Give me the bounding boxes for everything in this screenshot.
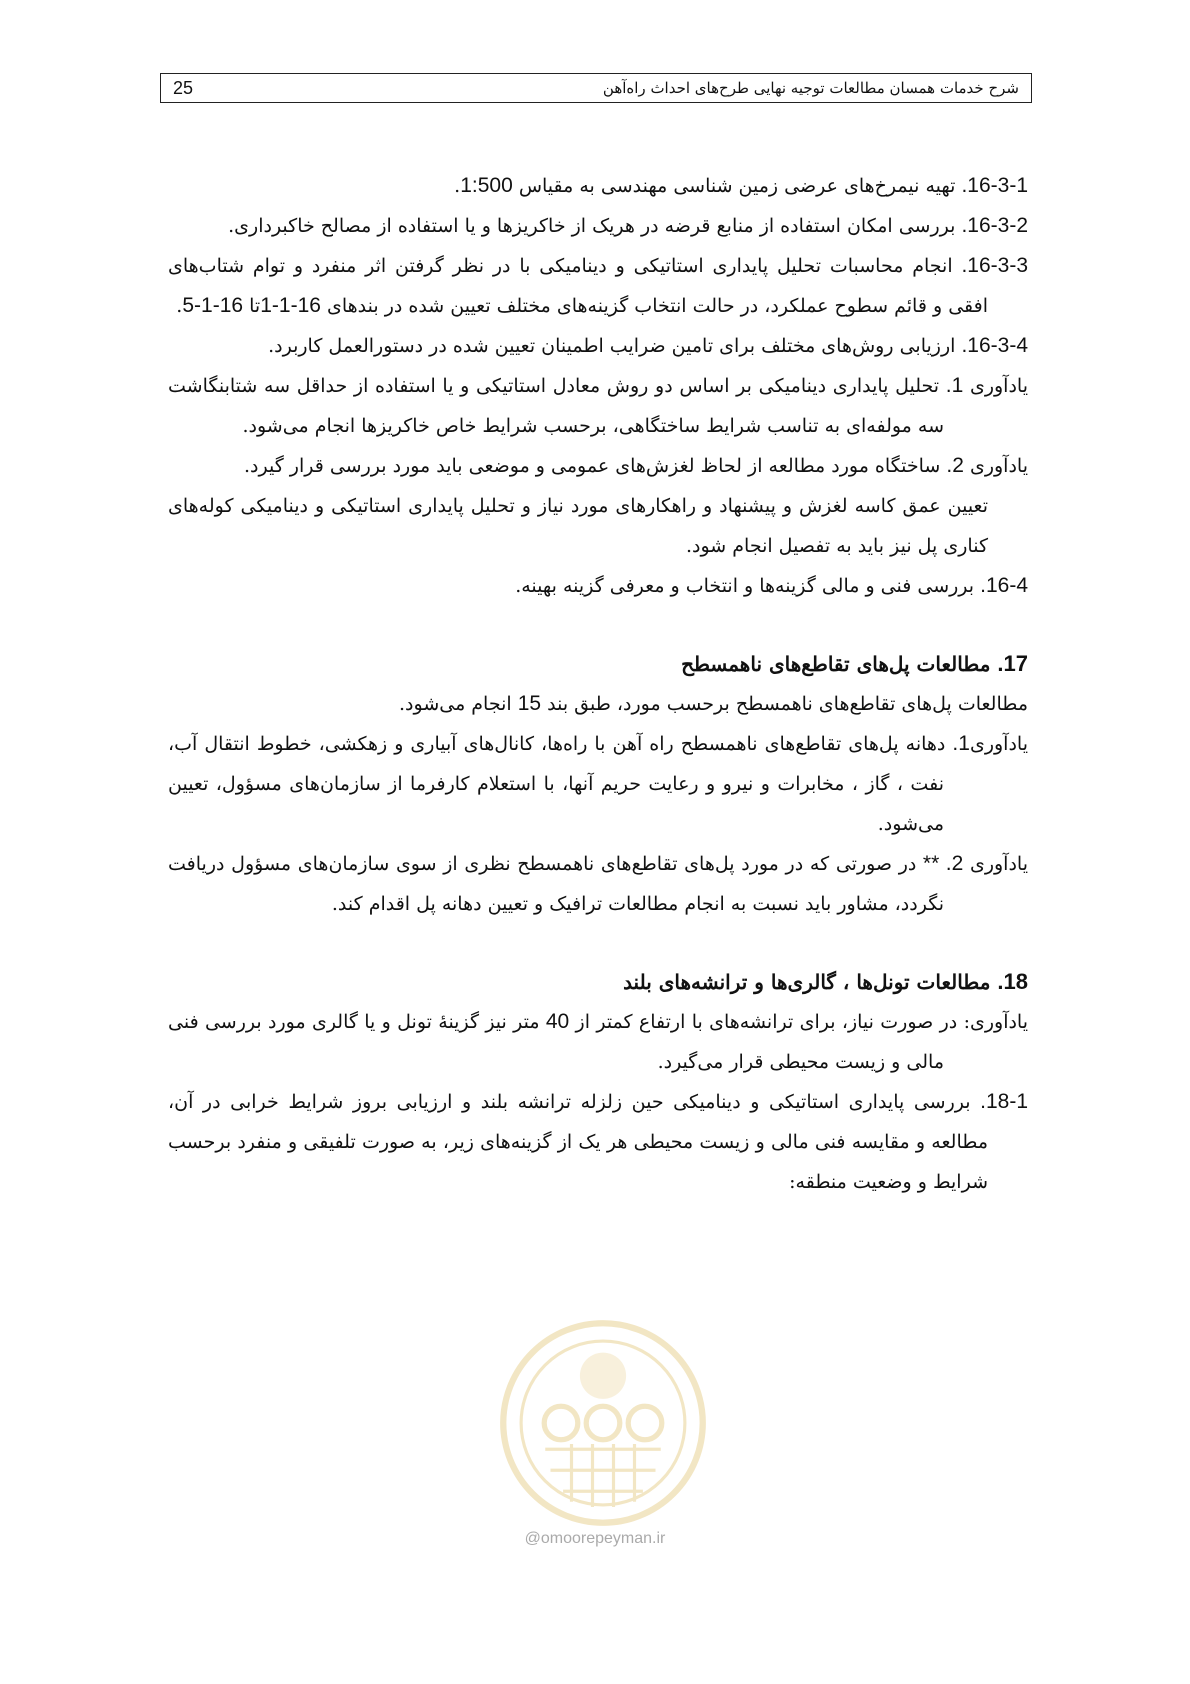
note-number: 2. — [946, 454, 964, 477]
note-18 — [168, 1002, 1028, 1082]
note-text: در صورتی که در مورد پل‌های تقاطع‌های ناهمسطح نظری از سوی سازمان‌های مسؤول دریافت نگردد، مشاور باید نسبت به انجام مطالعات ترافیک و تعیین دهانه پل اقدام کند. — [168, 853, 944, 915]
seal-logo-icon — [498, 1318, 708, 1528]
item-text: بررسی فنی و مالی گزینه‌ها و انتخاب و معرفی گزینه بهینه. — [515, 575, 981, 597]
note-16-2 — [168, 446, 1028, 486]
note-16-1 — [168, 366, 1028, 446]
item-16-3-4 — [168, 326, 1028, 366]
paragraph-text-end: انجام می‌شود. — [399, 693, 518, 715]
ref-end: 16-1-5 — [182, 294, 244, 317]
note-text: ساختگاه مورد مطالعه از لحاظ لغزش‌های عمومی و موضعی باید مورد بررسی قرار گیرد. — [243, 455, 947, 477]
note-stars: ** — [916, 852, 946, 875]
note-label: یادآوری — [963, 853, 1028, 875]
item-text: ارزیابی روش‌های مختلف برای تامین ضرایب اطمینان تعیین شده در دستورالعمل کاربرد. — [268, 335, 962, 357]
item-text: انجام محاسبات تحلیل پایداری استاتیکی و دینامیکی با در نظر گرفتن اثر منفرد و توام شتاب‌های افقی و قائم سطوح عملکرد، در حالت انتخاب گزینه‌های مختلف تعیین شده در بندهای — [168, 255, 988, 317]
note-number: 1. — [945, 374, 964, 397]
scale-value: 1:500 — [460, 174, 513, 197]
document-body — [168, 166, 1028, 1202]
item-18-1 — [168, 1082, 1028, 1202]
clause-ref: 15 — [517, 692, 542, 715]
section-17-paragraph — [168, 684, 1028, 724]
section-number: 18. — [997, 969, 1028, 994]
height-value: 40 — [545, 1010, 570, 1033]
note-label: یادآوری — [963, 375, 1028, 397]
note-number: 2. — [945, 852, 964, 875]
item-16-3-3 — [168, 246, 1028, 326]
section-title: مطالعات تونل‌ها ، گالری‌ها و ترانشه‌های بلند — [623, 970, 998, 994]
note-text-end: متر نیز گزینهٔ تونل و یا گالری مورد بررسی فنی مالی و زیست محیطی قرار می‌گیرد. — [168, 1011, 944, 1073]
section-18-heading — [168, 962, 1028, 1002]
item-number: 16-3-1. — [961, 174, 1028, 197]
item-number: 16-3-2. — [961, 214, 1028, 237]
item-text: بررسی امکان استفاده از منابع قرضه در هریک از خاکریزها و یا استفاده از مصالح خاکبرداری. — [228, 215, 962, 237]
item-number: 16-3-3. — [961, 254, 1028, 277]
note-label: یادآوری — [969, 733, 1028, 755]
header-title: شرح خدمات همسان مطالعات توجیه نهایی طرح‌های احداث راه‌آهن — [602, 79, 1019, 97]
item-end: . — [454, 175, 461, 197]
item-16-3-1 — [168, 166, 1028, 206]
ref-start: 16-1-1 — [260, 294, 321, 317]
note-label: یادآوری — [963, 455, 1028, 477]
note-text: دهانه پل‌های تقاطع‌های ناهمسطح راه آهن با راه‌ها، کانال‌های آبیاری و زهکشی، خطوط انتقال آب، نفت ، گاز ، مخابرات و نیرو و رعایت حریم آنها، با استعلام کارفرما از سازمان‌های مسؤول، تعیین می‌شود. — [168, 733, 953, 835]
paragraph-text: مطالعات پل‌های تقاطع‌های ناهمسطح برحسب مورد، طبق بند — [541, 693, 1028, 715]
section-title: مطالعات پل‌های تقاطع‌های ناهمسطح — [681, 652, 998, 676]
item-16-4 — [168, 566, 1028, 606]
note-text: یادآوری: در صورت نیاز، برای ترانشه‌های با ارتفاع کمتر از — [569, 1011, 1029, 1033]
note-number: 1. — [952, 732, 970, 755]
section-number: 17. — [997, 651, 1028, 676]
note-17-1 — [168, 724, 1028, 844]
item-text: تهیه نیمرخ‌های عرضی زمین شناسی مهندسی به مقیاس — [512, 175, 962, 197]
note-text: تحلیل پایداری دینامیکی بر اساس دو روش معادل استاتیکی و یا استفاده از حداقل سه شتابنگاشت سه مولفه‌ای به تناسب شرایط ساختگاهی، برحسب شرایط خاص خاکریزها انجام می‌شود. — [168, 375, 946, 437]
ref-to: تا — [243, 295, 261, 317]
item-number: 18-1. — [980, 1090, 1028, 1113]
page-header — [160, 73, 1032, 103]
item-number: 16-3-4. — [961, 334, 1028, 357]
item-end: . — [176, 295, 183, 317]
page-number: 25 — [173, 77, 194, 98]
note-17-2 — [168, 844, 1028, 924]
item-number: 16-4. — [980, 574, 1028, 597]
section-17-heading — [168, 644, 1028, 684]
note-16-2-continued: تعیین عمق کاسه لغزش و پیشنهاد و راهکارهای مورد نیاز و تحلیل پایداری استاتیکی و دینامیکی کوله‌های کناری پل نیز باید به تفصیل انجام شود. — [168, 495, 988, 557]
watermark-text: @omoorepeyman.ir — [524, 1530, 666, 1547]
item-text: بررسی پایداری استاتیکی و دینامیکی حین زلزله ترانشه بلند و ارزیابی بروز شرایط خرابی در آن، مطالعه و مقایسه فنی مالی و زیست محیطی هر یک از گزینه‌های زیر، به صورت تلفیقی و منفرد برحسب شرایط و وضعیت منطقه: — [168, 1091, 988, 1193]
item-16-3-2 — [168, 206, 1028, 246]
